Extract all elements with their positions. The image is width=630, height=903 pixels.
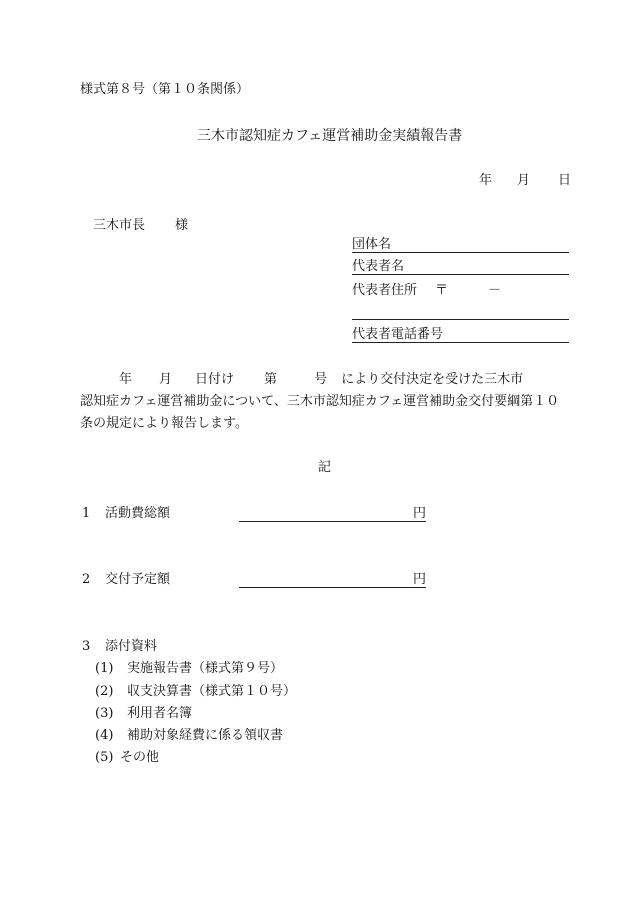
phone-label: 代表者電話番号 xyxy=(352,327,444,342)
address-label: 代表者住所 xyxy=(352,283,418,298)
attachment-text: 収支決算書（様式第１０号） xyxy=(127,684,297,699)
item-number: 1 xyxy=(82,506,91,521)
postal-mark: 〒 xyxy=(435,283,449,298)
rep-name-underline xyxy=(352,274,569,275)
postal-dash: － xyxy=(488,283,502,298)
body-line-1 xyxy=(80,369,574,391)
attachments-number: 3 xyxy=(82,639,91,654)
attachment-mark: (5) xyxy=(95,750,114,765)
addressee-honorific: 様 xyxy=(175,218,189,233)
form-number: 様式第８号（第１０条関係） xyxy=(80,82,250,97)
amount-underline xyxy=(239,587,426,588)
ki-heading: 記 xyxy=(318,460,332,475)
attachment-text: 利用者名簿 xyxy=(127,706,193,721)
body-day-suffix: 日付け xyxy=(195,372,235,387)
attachment-text: その他 xyxy=(120,750,160,765)
org-name-underline xyxy=(352,252,569,253)
body-line-3: 条の規定により報告します。 xyxy=(80,416,248,431)
attachments-title: 添付資料 xyxy=(105,639,158,654)
attachment-text: 補助対象経費に係る領収書 xyxy=(127,728,284,743)
addressee-name: 三木市長 xyxy=(93,218,146,233)
item-label: 活動費総額 xyxy=(105,506,171,521)
item-number: 2 xyxy=(82,572,91,587)
item-unit: 円 xyxy=(413,506,427,521)
address-underline xyxy=(352,319,569,320)
body-line-2: 認知症カフェ運営補助金について、三木市認知症カフェ運営補助金交付要綱第１０ xyxy=(80,394,560,409)
date-month: 月 xyxy=(517,173,531,188)
body-month: 月 xyxy=(159,372,173,387)
date-year: 年 xyxy=(479,173,493,188)
attachment-mark: (2) xyxy=(95,684,114,699)
org-name-label: 団体名 xyxy=(352,237,392,252)
body-year: 年 xyxy=(119,372,133,387)
body-go: 号 xyxy=(314,372,328,387)
item-label: 交付予定額 xyxy=(105,572,171,587)
document-title: 三木市認知症カフェ運営補助金実績報告書 xyxy=(197,128,463,144)
attachment-mark: (3) xyxy=(95,706,114,721)
amount-underline xyxy=(239,521,426,522)
attachment-text: 実施報告書（様式第９号） xyxy=(127,661,284,676)
date-day: 日 xyxy=(558,173,572,188)
attachment-mark: (4) xyxy=(95,728,114,743)
body-line1-rest: により交付決定を受けた三木市 xyxy=(341,372,524,387)
rep-name-label: 代表者名 xyxy=(352,259,405,274)
body-dai: 第 xyxy=(264,372,278,387)
item-unit: 円 xyxy=(413,572,427,587)
phone-underline xyxy=(352,342,569,343)
body-paragraph xyxy=(80,369,574,435)
attachment-mark: (1) xyxy=(95,661,114,676)
